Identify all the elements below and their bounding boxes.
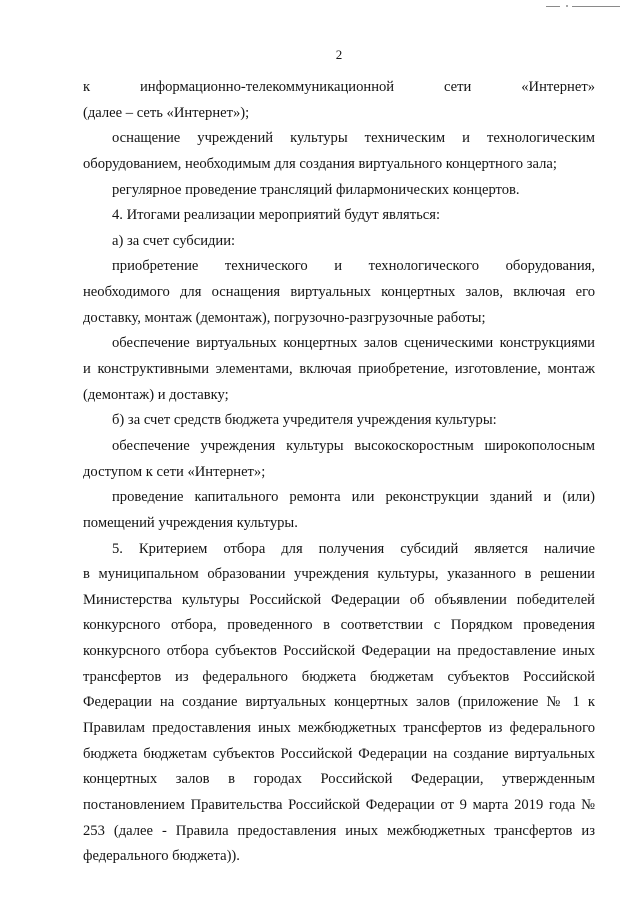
text-line: проведение капитального ремонта или реконструкции зданий и (или) [112,489,595,506]
text-line: доступом к сети «Интернет»; [83,463,266,480]
text-line: конкурсного отбора субъектов Российской Федерации на предоставление иных [83,643,595,660]
text-line: и конструктивными элементами, включая приобретение, изготовление, монтаж [83,361,595,378]
paragraph [83,178,595,204]
scan-artifact-line [546,6,560,7]
text-line: 4. Итогами реализации мероприятий будут являться: [112,207,441,224]
text-line: Правилам предоставления иных межбюджетных трансфертов из федерального [83,720,595,737]
text-line: оборудованием, необходимым для создания виртуального концертного зала; [83,155,557,172]
text-line: бюджета бюджетам субъектов Российской Федерации на создание виртуальных [83,745,595,762]
text-line: необходимого для оснащения виртуальных концертных залов, включая его [83,284,595,301]
text-line: трансфертов из федерального бюджета бюджетам субъектов Российской [83,668,595,685]
text-line: б) за счет средств бюджета учредителя учреждения культуры: [112,412,497,429]
paragraph [83,254,595,331]
text-line: а) за счет субсидии: [112,232,236,249]
scan-artifact-dot [566,5,568,7]
paragraph [83,485,595,536]
paragraph [83,126,595,177]
document-body [83,75,595,870]
paragraph [83,434,595,485]
text-line: Министерства культуры Российской Федерации об объявлении победителей [83,591,595,608]
text-line: доставку, монтаж (демонтаж), погрузочно-разгрузочные работы; [83,309,486,326]
paragraph [83,75,595,126]
text-line: регулярное проведение трансляций филармонических концертов. [112,181,520,198]
page-number: 2 [335,47,343,62]
text-line: приобретение технического и технологического оборудования, [112,258,595,275]
text-line: оснащение учреждений культуры техническим и технологическим [112,130,595,147]
text-line: 253 (далее - Правила предоставления иных межбюджетных трансфертов из [83,822,595,839]
paragraph [83,229,595,255]
text-line: (демонтаж) и доставку; [83,386,229,403]
text-line: 5. Критерием отбора для получения субсидий является наличие [112,540,595,557]
text-line: (далее – сеть «Интернет»); [83,104,250,121]
paragraph [83,203,595,229]
text-line: помещений учреждения культуры. [83,514,298,531]
text-line: концертных залов в городах Российской Федерации, утвержденным [83,771,595,788]
text-line: обеспечение учреждения культуры высокоскоростным широкополосным [112,437,595,454]
text-line: конкурсного отбора, проведенного в соответствии с Порядком проведения [83,617,595,634]
text-line: к информационно-телекоммуникационной сети «Интернет» [83,79,595,95]
paragraph [83,537,595,870]
text-line: постановлением Правительства Российской Федерации от 9 марта 2019 года № [83,796,595,813]
text-line: обеспечение виртуальных концертных залов сценическими конструкциями [112,335,595,352]
paragraph [83,408,595,434]
text-line: Федерации на создание виртуальных концертных залов (приложение № 1 к [83,694,595,711]
text-line: в муниципальном образовании учреждения культуры, указанного в решении [83,566,595,583]
text-line: федерального бюджета)). [83,848,240,865]
paragraph [83,331,595,408]
scan-artifact-line [572,6,620,7]
